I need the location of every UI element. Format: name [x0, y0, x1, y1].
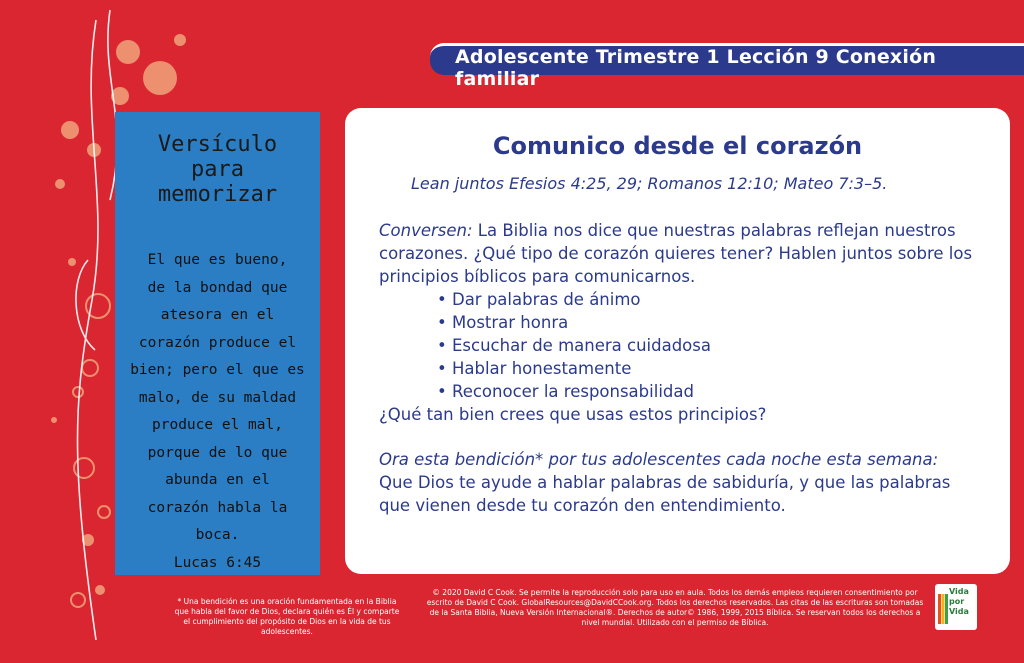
- verse-title: [115, 132, 320, 207]
- lesson-card: [345, 108, 1010, 574]
- conversen-text: La Biblia nos dice que nuestras palabras reflejan nuestros corazones. ¿Qué tipo de corazón quieres tener? Hablen juntos sobre los principios bíblicos para comunicarnos.: [379, 221, 973, 286]
- copyright-notice: © 2020 David C Cook. Se permite la reproducción solo para uso en aula. Todos los demás empleos requieren consentimiento por escrito de David C Cook. GlobalResources@DavidCCook.org. Todos los derechos reservados. Las citas de las escrituras son tomadas de la Santa Biblia, Nueva Versión Internacional®. Derechos de autor© 1986, 1999, 2015 Bíblica. Se reservan todos los derechos a nivel mundial. Utilizado con el permiso de Bíblica.: [426, 588, 924, 627]
- logo-stripes-icon: [938, 594, 948, 624]
- verse-line: boca.: [195, 527, 240, 543]
- conversen-paragraph: [379, 219, 979, 288]
- verse-line: produce el mal,: [152, 417, 283, 433]
- logo-line: Vida: [949, 607, 969, 616]
- blessing-footnote: * Una bendición es una oración fundamentada en la Biblia que habla del favor de Dios, declara quién es Él y comparte el cumplimiento del propósito de Dios en la vida de tus adolescentes.: [174, 597, 400, 636]
- verse-reference: Lucas 6:45: [173, 554, 262, 571]
- memory-verse-panel: [115, 112, 320, 575]
- header-title: Adolescente Trimestre 1 Lección 9 Conexión familiar: [455, 46, 937, 90]
- verse-line: corazón produce el: [138, 334, 297, 351]
- verse-line: malo, de su maldad: [138, 389, 297, 406]
- card-title: Comunico desde el corazón: [492, 132, 863, 160]
- card-subtitle: Lean juntos Efesios 4:25, 29; Romanos 12:10; Mateo 7:3–5.: [411, 174, 888, 193]
- verse-title-line: memorizar: [157, 182, 278, 207]
- verse-line: abunda en el: [165, 472, 270, 488]
- conversen-label: Conversen:: [379, 221, 473, 240]
- list-item: • Escuchar de manera cuidadosa: [437, 334, 979, 357]
- list-item: • Mostrar honra: [437, 311, 979, 334]
- verse-line: corazón habla la: [147, 499, 288, 516]
- card-body: [379, 219, 979, 517]
- verse-text: [115, 247, 320, 576]
- vida-por-vida-logo: [935, 584, 977, 630]
- verse-line: de la bondad que: [147, 279, 288, 296]
- list-item: • Dar palabras de ánimo: [437, 288, 979, 311]
- verse-line: El que es bueno,: [147, 252, 288, 268]
- verse-title-line: Versículo: [157, 132, 278, 157]
- logo-text: [949, 587, 969, 617]
- list-item: • Reconocer la responsabilidad: [437, 380, 979, 403]
- verse-line: atesora en el: [160, 307, 275, 323]
- logo-line: Vida: [949, 587, 969, 596]
- question-text: ¿Qué tan bien crees que usas estos principios?: [379, 405, 767, 424]
- verse-line: bien; pero el que es: [130, 362, 305, 378]
- logo-line: por: [949, 597, 965, 606]
- blessing-text: Que Dios te ayude a hablar palabras de sabiduría, y que las palabras que vienen desde tu corazón den entendimiento.: [379, 473, 951, 515]
- list-item: • Hablar honestamente: [437, 357, 979, 380]
- blessing-intro: Ora esta bendición* por tus adolescentes cada noche esta semana:: [379, 450, 939, 469]
- principles-list: [437, 288, 979, 403]
- verse-line: porque de lo que: [147, 444, 288, 461]
- verse-title-line: para: [191, 157, 244, 182]
